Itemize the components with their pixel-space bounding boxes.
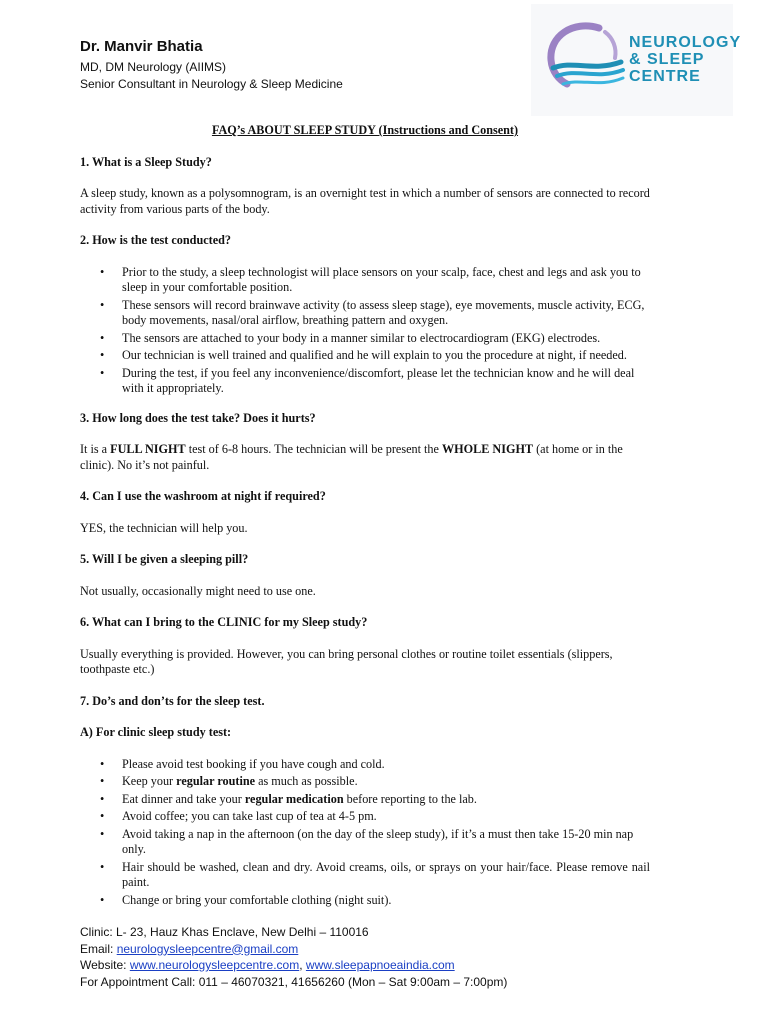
- website-label: Website:: [80, 958, 130, 972]
- list-item: • These sensors will record brainwave activity (to assess sleep stage), eye movements, muscle activity, ECG, body movements, nasal/oral airflow, breathing pattern and oxygen.: [122, 298, 650, 329]
- list-item: • The sensors are attached to your body in a manner similar to electrocardiogram (EKG) electrodes.: [122, 331, 650, 347]
- item-emphasis: regular medication: [244, 791, 344, 806]
- list-item: • Avoid taking a nap in the afternoon (on the day of the sleep study), if it’s a must then take 15-20 min nap only.: [122, 827, 650, 858]
- logo-text-line: NEUROLOGY: [629, 34, 742, 51]
- faq-answer: A sleep study, known as a polysomnogram, is an overnight test in which a number of sensors are connected to record activity from various parts of the body.: [80, 186, 650, 216]
- faq-subheading: A) For clinic sleep study test:: [80, 725, 232, 739]
- faq-question: 1. What is a Sleep Study?: [80, 154, 212, 169]
- document-title: FAQ’s ABOUT SLEEP STUDY (Instructions and Consent): [211, 123, 519, 137]
- list-item: [122, 774, 650, 790]
- item-text: as much as possible.: [255, 774, 358, 788]
- bullet-list: [80, 757, 650, 909]
- logo-text-line: CENTRE: [629, 68, 701, 85]
- item-text: Keep your: [122, 774, 177, 788]
- faq-question: 6. What can I bring to the CLINIC for my Sleep study?: [80, 615, 368, 629]
- list-item: • Change or bring your comfortable clothing (night suit).: [122, 893, 650, 909]
- website-link-1[interactable]: www.neurologysleepcentre.com: [129, 958, 300, 972]
- clinic-logo: [531, 4, 742, 116]
- answer-emphasis: FULL NIGHT: [110, 442, 186, 456]
- faq-answer: [80, 442, 650, 473]
- appointment-line: For Appointment Call: 011 – 46070321, 41656260 (Mon – Sat 9:00am – 7:00pm): [80, 974, 508, 989]
- list-item: • Hair should be washed, clean and dry. Avoid creams, oils, or sprays on your hair/face. Please remove nail paint.: [122, 860, 650, 891]
- faq-answer: Usually everything is provided. However, you can bring personal clothes or routine toilet essentials (slippers, toothpaste etc.): [80, 646, 613, 676]
- faq-answer: Not usually, occasionally might need to use one.: [80, 583, 316, 598]
- email-label: Email:: [80, 941, 117, 956]
- clinic-address: Clinic: L- 23, Hauz Khas Enclave, New Delhi – 110016: [80, 925, 369, 939]
- item-text: before reporting to the lab.: [343, 791, 477, 806]
- doctor-name: Dr. Manvir Bhatia: [80, 38, 203, 55]
- faq-question: 5. Will I be given a sleeping pill?: [80, 552, 249, 566]
- email-link[interactable]: neurologysleepcentre@gmail.com: [116, 941, 299, 956]
- doctor-position: Senior Consultant in Neurology & Sleep Medicine: [80, 77, 343, 91]
- list-item: [122, 792, 650, 808]
- website-separator: ,: [299, 958, 306, 972]
- item-text: Eat dinner and take your: [122, 791, 245, 806]
- faq-question: 4. Can I use the washroom at night if required?: [80, 489, 326, 503]
- website-link-2[interactable]: www.sleepapnoeaindia.com: [305, 958, 455, 972]
- bullet-list: [80, 265, 650, 397]
- logo-text-line: & SLEEP: [629, 51, 705, 68]
- list-item: • Please avoid test booking if you have cough and cold.: [122, 757, 650, 773]
- answer-emphasis: WHOLE NIGHT: [441, 442, 534, 456]
- list-item: • Our technician is well trained and qualified and he will explain to you the procedure at night, if needed.: [122, 348, 650, 364]
- logo-wave-icon: [543, 22, 627, 102]
- doctor-credentials: MD, DM Neurology (AIIMS): [80, 60, 227, 74]
- faq-question: 7. Do’s and don’ts for the sleep test.: [80, 693, 265, 708]
- list-item: • Prior to the study, a sleep technologist will place sensors on your scalp, face, chest and legs and ask you to sleep in your comfortable position.: [122, 265, 650, 296]
- footer: [80, 924, 507, 990]
- item-emphasis: regular routine: [176, 774, 256, 788]
- website-line: [80, 957, 507, 974]
- faq-content: [80, 123, 650, 922]
- faq-question: 3. How long does the test take? Does it hurts?: [80, 410, 316, 425]
- answer-text: It is a: [80, 442, 111, 456]
- letterhead: [80, 38, 343, 93]
- answer-text: (at home or in the clinic). No it’s not painful.: [80, 442, 623, 472]
- answer-text: test of 6-8 hours. The technician will be present the: [185, 442, 442, 456]
- faq-question: 2. How is the test conducted?: [80, 233, 231, 247]
- email-line: [80, 941, 507, 958]
- faq-answer: YES, the technician will help you.: [80, 520, 248, 535]
- list-item: • During the test, if you feel any inconvenience/discomfort, please let the technician know and he will deal with it appropriately.: [122, 366, 650, 397]
- list-item: • Avoid coffee; you can take last cup of tea at 4-5 pm.: [122, 809, 650, 825]
